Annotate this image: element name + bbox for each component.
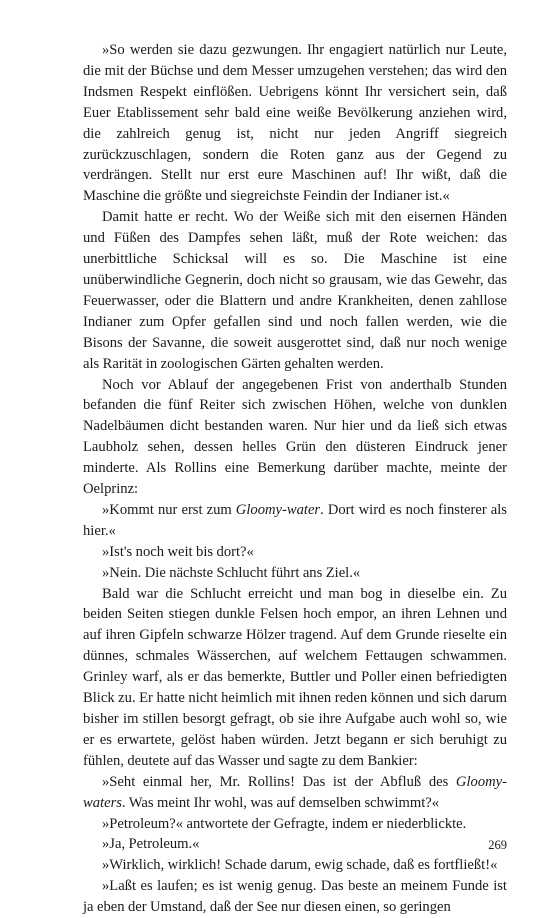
text-run: . Dort wird es noch finsterer als hier.« (83, 501, 507, 539)
text-run: Damit hatte er recht. Wo der Weiße sich mit den eisernen Händen und Füßen des Dampfes sehen läßt, muß der Rote weichen: das unerbittliche Schicksal will es so. Die Maschine ist eine unüberwindliche Gegnerin, doch nicht so grausam, wie das Gewehr, das Feuerwasser, oder die Blattern und andre Krankheiten, denen zahllose Indianer zum Opfer gefallen sind und noch fallen werden, wie die Bisons der Savanne, die soweit ausgerottet sind, daß nur noch wenige als Rarität in zoologischen Gärten gehalten werden. (83, 209, 507, 372)
italic-text: Gloomy-water (235, 501, 321, 518)
text-run: »Petroleum?« antwortete der Gefragte, indem er niederblickte. (102, 815, 467, 832)
text-run: »Kommt nur erst zum (102, 501, 236, 518)
paragraph (83, 40, 507, 207)
paragraph (83, 563, 507, 584)
paragraph (83, 500, 507, 542)
text-run: »Ist's noch weit bis dort?« (102, 543, 254, 560)
text-run: Bald war die Schlucht erreicht und man bog in dieselbe ein. Zu beiden Seiten stiegen dunkle Felsen hoch empor, an ihren Lehnen und auf ihren Gipfeln schwarze Hölzer tragend. Auf dem Grunde rieselte ein dünnes, schmales Wässerchen, auf welchem Fettaugen schwammen. Grinley warf, als er das bemerkte, Buttler und Poller einen befriedigten Blick zu. Er hatte nicht heimlich mit ihnen reden können und sich darum bisher im stillen besorgt gefragt, ob sie ihre Aufgabe auch wohl so, wie er es erwartete, gelöst haben würden. Jetzt begann er sich beruhigt zu fühlen, deutete auf das Wasser und sagte zu dem Bankier: (83, 585, 507, 769)
paragraph (83, 834, 507, 855)
text-run: »Nein. Die nächste Schlucht führt ans Ziel.« (102, 564, 361, 581)
paragraph (83, 584, 507, 772)
text-run: Noch vor Ablauf der angegebenen Frist von anderthalb Stunden befanden die fünf Reiter sich zwischen Höhen, welche von dunklen Nadelbäumen dicht bestanden waren. Nur hier und da ließ sich etwas Laubholz sehen, dessen helles Grün den düsteren Eindruck jener minderte. Als Rollins eine Bemerkung darüber machte, meinte der Oelprinz: (83, 376, 507, 498)
text-run: »Wirklich, wirklich! Schade darum, ewig schade, daß es fortfließt!« (102, 857, 498, 874)
text-run: »Laßt es laufen; es ist wenig genug. Das beste an meinem Funde ist ja eben der Umstand, daß der See nur diesen einen, so geringen (83, 878, 507, 916)
text-run: . Was meint Ihr wohl, was auf demselben schwimmt?« (121, 794, 440, 811)
paragraph (83, 542, 507, 563)
paragraph (83, 772, 507, 814)
text-run: »Seht einmal her, Mr. Rollins! Das ist der Abfluß des (102, 773, 456, 790)
text-run: »Ja, Petroleum.« (102, 836, 200, 853)
paragraph (83, 855, 507, 876)
paragraph (83, 375, 507, 500)
paragraph (83, 814, 507, 835)
text-run: »So werden sie dazu gezwungen. Ihr engagiert natürlich nur Leute, die mit der Büchse und dem Messer umzugehen verstehen; das wird den Indsmen Respekt einflößen. Uebrigens könnt Ihr versichert sein, daß Euer Etablissement sehr bald eine weiße Bevölkerung anziehen wird, die zahlreich genug ist, nicht nur jeden Angriff siegreich zurückzuschlagen, sondern die Roten ganz aus der Gegend zu verdrängen. Stellt nur erst eure Maschinen auf! Ihr wißt, daß die Maschine die größte und siegreichste Feindin der Indianer ist.« (83, 42, 507, 205)
italic-text: Gloomy-waters (83, 773, 507, 811)
paragraph (83, 876, 507, 918)
page-number: 269 (488, 838, 507, 852)
paragraph (83, 207, 507, 374)
body-text (83, 40, 507, 918)
